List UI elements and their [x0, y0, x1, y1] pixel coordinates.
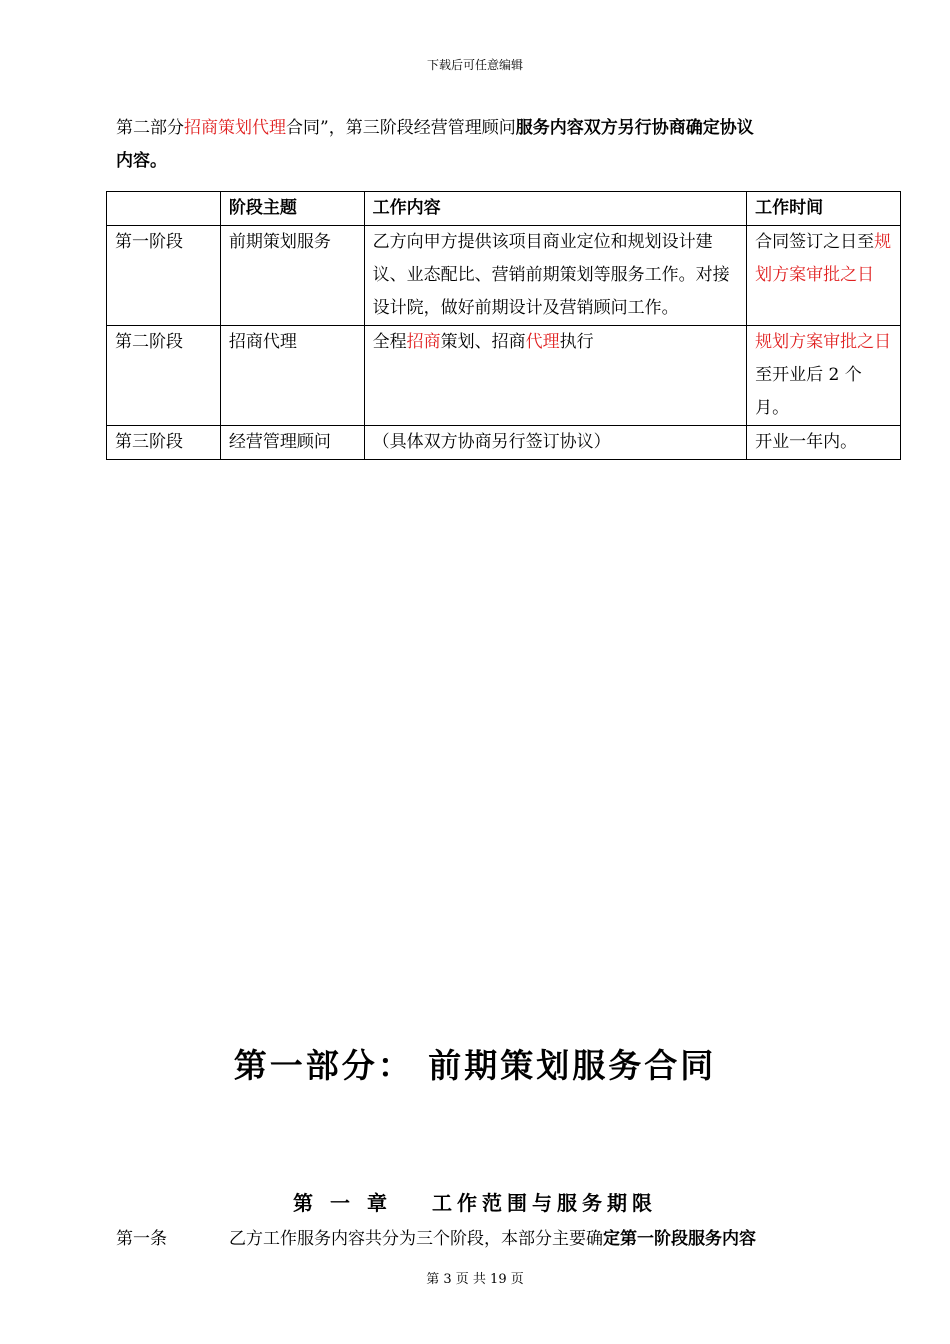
intro-text: 第二部分 [116, 118, 184, 138]
time-text: 至开业后 2 个月。 [755, 365, 862, 418]
part-title: 第一部分： 前期策划服务合同 [233, 1046, 717, 1085]
intro-highlight: 招商策划代理 [184, 118, 286, 138]
content-cell [364, 326, 746, 426]
table-header-cell: 阶段主题 [220, 192, 364, 226]
intro-bold-text: 服务内容双方另行协商确定协议 [515, 118, 754, 138]
time-cell: 开业一年内。 [747, 426, 901, 460]
table-header-cell: 工作时间 [747, 192, 901, 226]
theme-cell: 前期策划服务 [220, 226, 364, 326]
intro-text: 合同”，第三阶段经营管理顾问 [286, 118, 516, 138]
table-row [107, 426, 901, 460]
table-row [107, 226, 901, 326]
stage-cell: 第一阶段 [107, 226, 221, 326]
table-header-cell: 工作内容 [364, 192, 746, 226]
table-header-cell [107, 192, 221, 226]
time-highlight: 规划方案审批之日 [755, 332, 892, 352]
content-text: 全程 [372, 332, 407, 352]
intro-paragraph [116, 112, 856, 178]
article-line [116, 1224, 876, 1254]
table-header-row [107, 192, 901, 226]
stage-cell: 第二阶段 [107, 326, 221, 426]
article-text: 乙方工作服务内容共分为三个阶段，本部分主要确 [229, 1229, 603, 1249]
content-cell: 乙方向甲方提供该项目商业定位和规划设计建议、业态配比、营销前期策划等服务工作。对接设计院，做好前期设计及营销顾问工作。 [364, 226, 746, 326]
article-number: 第一条 [116, 1229, 167, 1249]
chapter-number: 第 一 章 [293, 1191, 392, 1215]
content-highlight: 代理 [525, 332, 560, 352]
content-cell: （具体双方协商另行签订协议） [364, 426, 746, 460]
content-highlight: 招商 [406, 332, 441, 352]
theme-cell: 招商代理 [220, 326, 364, 426]
article-bold-text: 定第一阶段服务内容 [603, 1229, 756, 1249]
table-row [107, 326, 901, 426]
page-footer: 第 3 页 共 19 页 [426, 1272, 524, 1287]
time-text: 合同签订之日至 [755, 232, 875, 252]
content-text: 策划、招商 [440, 332, 526, 352]
chapter-name: 工作范围与服务期限 [431, 1191, 657, 1215]
stage-cell: 第三阶段 [107, 426, 221, 460]
time-cell [747, 326, 901, 426]
phases-table [106, 191, 901, 460]
time-highlight: 规划方案审批之日 [755, 232, 892, 285]
theme-cell: 经营管理顾问 [220, 426, 364, 460]
chapter-title [0, 1187, 950, 1216]
intro-bold-text: 内容。 [116, 151, 167, 171]
time-cell [747, 226, 901, 326]
page-header: 下载后可任意编辑 [426, 58, 523, 72]
content-text: 执行 [559, 332, 594, 352]
